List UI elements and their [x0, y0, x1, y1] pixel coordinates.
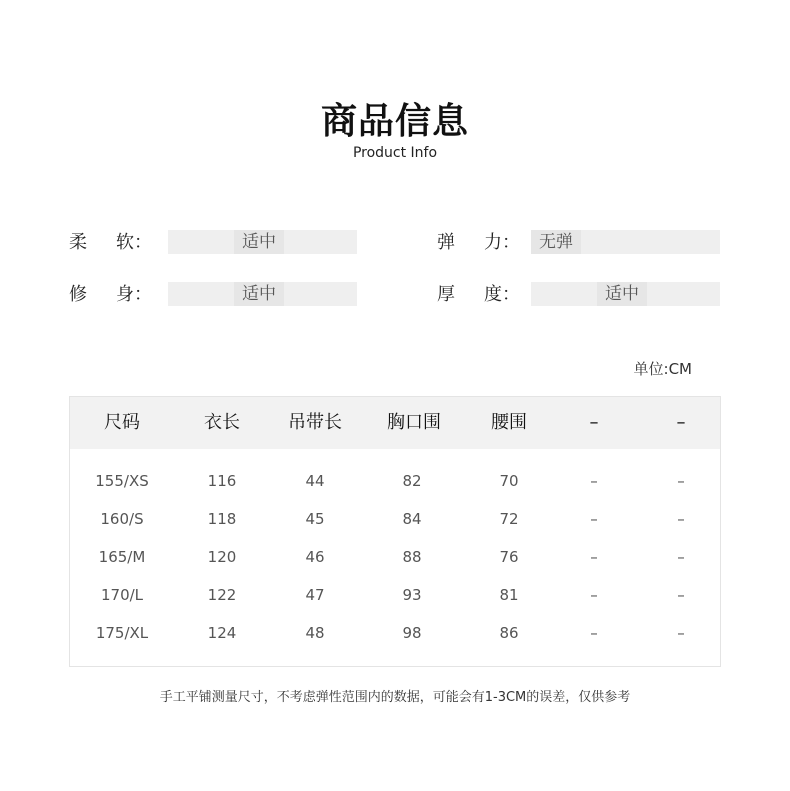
page-title: 商品信息 [320, 101, 469, 142]
table-cell: 76 [499, 548, 519, 566]
table-row [70, 462, 720, 500]
table-cell: 170/L [100, 586, 144, 604]
size-table [69, 396, 721, 667]
table-cell: 81 [499, 586, 519, 604]
table-cell: 175/XL [95, 624, 149, 642]
attribute-scale-bar [168, 230, 357, 254]
table-cell: 122 [207, 586, 237, 604]
table-row [70, 538, 720, 576]
table-cell: – [677, 586, 685, 604]
table-cell: – [590, 472, 598, 490]
table-cell: 93 [402, 586, 422, 604]
table-cell: 118 [207, 510, 237, 528]
attribute-label: 柔 软： [69, 232, 152, 253]
table-cell: 98 [402, 624, 422, 642]
attribute-value: 适中 [597, 282, 647, 306]
table-cell: – [677, 548, 685, 566]
table-cell: 155/XS [95, 472, 149, 490]
table-cell: 116 [207, 472, 237, 490]
table-cell: 84 [402, 510, 422, 528]
table-row [70, 500, 720, 538]
table-cell: 70 [499, 472, 519, 490]
table-row [70, 576, 720, 614]
attribute-scale-bar [168, 282, 357, 306]
attribute-scale-bar [531, 230, 720, 254]
attribute-thickness [437, 283, 727, 307]
table-cell: 82 [402, 472, 422, 490]
table-cell: 72 [499, 510, 519, 528]
table-cell: 160/S [100, 510, 144, 528]
column-header: 腰围 [491, 412, 527, 433]
table-cell: – [590, 548, 598, 566]
table-cell: – [590, 624, 598, 642]
attribute-fit [69, 283, 359, 307]
column-header: – [676, 412, 686, 433]
measurement-footnote: 手工平铺测量尺寸，不考虑弹性范围内的数据，可能会有1-3CM的误差，仅供参考 [159, 690, 631, 705]
page-subtitle: Product Info [352, 145, 438, 161]
attribute-label: 厚 度： [437, 284, 520, 305]
table-cell: – [590, 510, 598, 528]
table-cell: – [677, 472, 685, 490]
column-header: – [589, 412, 599, 433]
attribute-label: 修 身： [69, 284, 152, 305]
attribute-value: 适中 [234, 230, 284, 254]
column-header: 胸口围 [387, 412, 441, 433]
attribute-elasticity [437, 231, 727, 255]
attribute-softness [69, 231, 359, 255]
table-cell: 44 [305, 472, 325, 490]
table-cell: 120 [207, 548, 237, 566]
table-cell: 165/M [98, 548, 146, 566]
table-cell: 124 [207, 624, 237, 642]
attribute-label: 弹 力： [437, 232, 520, 253]
table-cell: 88 [402, 548, 422, 566]
table-cell: – [677, 510, 685, 528]
attribute-value: 适中 [234, 282, 284, 306]
table-cell: – [590, 586, 598, 604]
table-cell: 45 [305, 510, 325, 528]
table-cell: 47 [305, 586, 325, 604]
unit-label: 单位:CM [633, 360, 692, 378]
attribute-value: 无弹 [531, 230, 581, 254]
column-header: 衣长 [204, 412, 240, 433]
table-cell: 46 [305, 548, 325, 566]
table-header [70, 397, 720, 449]
table-cell: 48 [305, 624, 325, 642]
column-header: 吊带长 [288, 412, 342, 433]
attribute-scale-bar [531, 282, 720, 306]
table-cell: 86 [499, 624, 519, 642]
table-row [70, 614, 720, 652]
table-cell: – [677, 624, 685, 642]
column-header: 尺码 [104, 412, 140, 433]
